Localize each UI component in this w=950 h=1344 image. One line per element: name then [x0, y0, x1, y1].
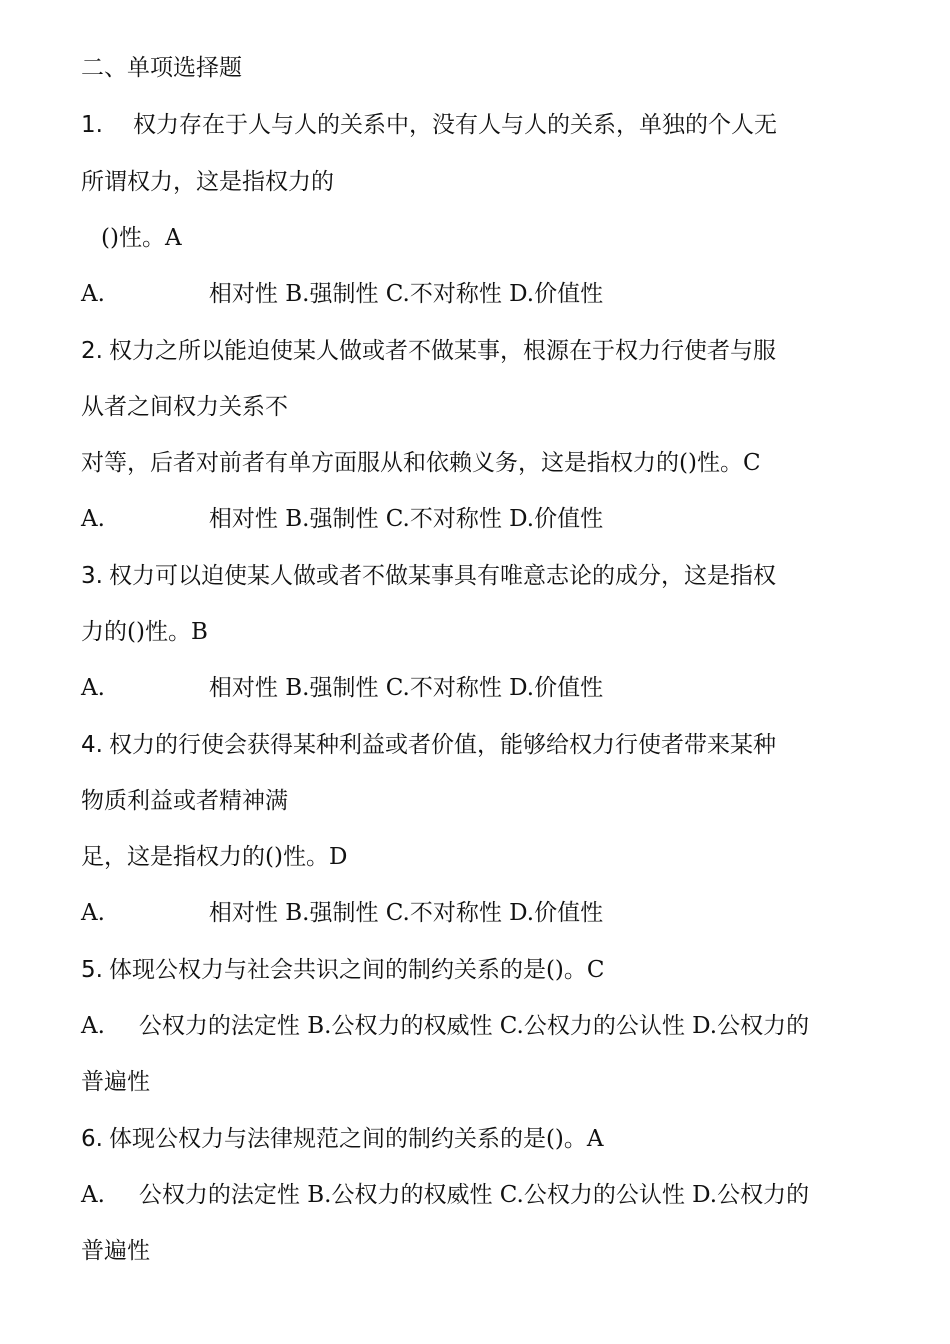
question-1-options: A. 相对性 B.强制性 C.不对称性 D.价值性 — [81, 281, 604, 307]
question-5-line-1: 5. 体现公权力与社会共识之间的制约关系的是()。C — [81, 957, 605, 983]
question-5-options-line-2: 普遍性 — [81, 1069, 150, 1095]
question-3-number: 3. — [81, 563, 103, 589]
question-2-number: 2. — [81, 338, 103, 364]
question-3-line-1: 3. 权力可以迫使某人做或者不做某事具有唯意志论的成分，这是指权 — [81, 563, 776, 589]
question-6-options: A. 公权力的法定性 B.公权力的权威性 C.公权力的公认性 D.公权力的 — [81, 1182, 810, 1208]
question-6-line-1: 6. 体现公权力与法律规范之间的制约关系的是()。A — [81, 1126, 604, 1152]
section-title: 二、单项选择题 — [81, 55, 242, 81]
question-4-line-1: 4. 权力的行使会获得某种利益或者价值，能够给权力行使者带来某种 — [81, 732, 776, 758]
question-4-line-3: 足，这是指权力的()性。D — [81, 844, 348, 870]
question-6-number: 6. — [81, 1126, 103, 1152]
question-4-line-2: 物质利益或者精神满 — [81, 788, 288, 814]
question-2-line-2: 从者之间权力关系不 — [81, 394, 288, 420]
question-2-options: A. 相对性 B.强制性 C.不对称性 D.价值性 — [81, 506, 604, 532]
question-6-options-line-2: 普遍性 — [81, 1238, 150, 1264]
question-1-number: 1. — [81, 112, 103, 138]
question-2-line-1: 2. 权力之所以能迫使某人做或者不做某事，根源在于权力行使者与服 — [81, 338, 776, 364]
question-3-options: A. 相对性 B.强制性 C.不对称性 D.价值性 — [81, 675, 604, 701]
question-1-line-1: 1. 权力存在于人与人的关系中，没有人与人的关系，单独的个人无 — [81, 112, 777, 138]
question-1-line-2: 所谓权力，这是指权力的 — [81, 169, 334, 195]
question-4-options: A. 相对性 B.强制性 C.不对称性 D.价值性 — [81, 900, 604, 926]
question-5-options: A. 公权力的法定性 B.公权力的权威性 C.公权力的公认性 D.公权力的 — [81, 1013, 810, 1039]
question-4-number: 4. — [81, 732, 103, 758]
question-2-line-3: 对等，后者对前者有单方面服从和依赖义务，这是指权力的()性。C — [81, 450, 761, 476]
question-5-number: 5. — [81, 957, 103, 983]
question-1-line-3: ()性。A — [101, 225, 182, 251]
question-3-line-2: 力的()性。B — [81, 619, 208, 645]
